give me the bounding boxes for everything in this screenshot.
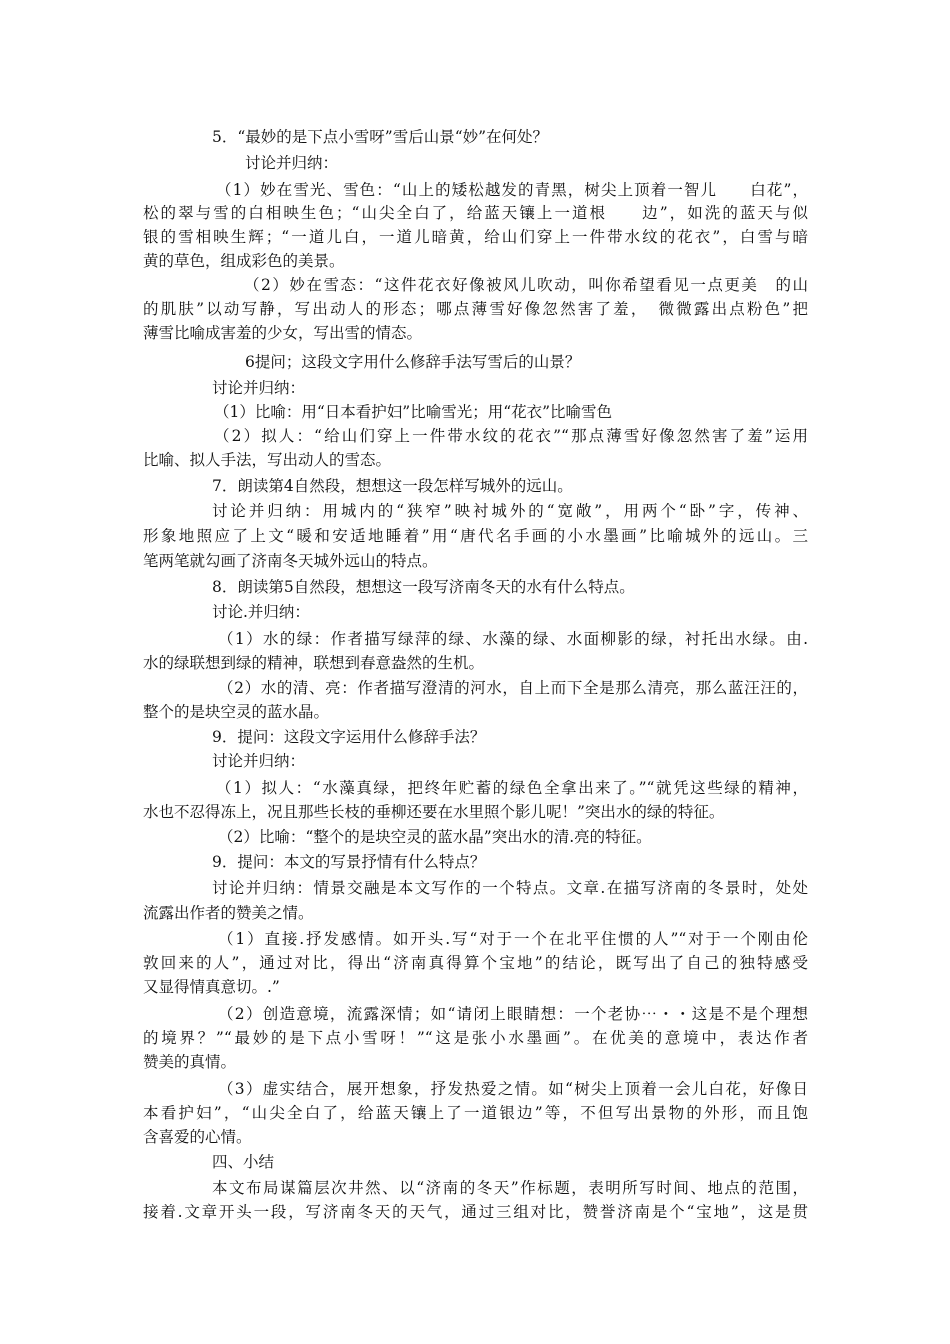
text-line: 黄的草色，组成彩色的美景。 [143,252,345,270]
text-line: 流露出作者的赞美之情。 [143,904,314,922]
text-line: （2）妙在雪态：“这件花衣好像被风儿吹动，叫你希望看见一点更美 的山 [244,276,808,294]
text-line: 又显得情真意切。.” [143,978,280,996]
text-line: 讨论并归纳： [212,752,306,770]
text-line: 讨论并归纳： [212,379,306,397]
text-line: 水的绿联想到绿的精神，联想到春意盎然的生机。 [143,654,485,672]
text-line: 整个的是块空灵的蓝水晶。 [143,703,330,721]
text-line: 的肌肤”以动写静，写出动人的形态；哪点薄雪好像忽然害了羞， 微微露出点粉色”把 [143,300,808,318]
text-line: 5．“最妙的是下点小雪呀”雪后山景“妙”在何处？ [212,128,549,146]
text-line: 讨论并归纳：用城内的“狭窄”映衬城外的“宽敞”，用两个“卧”字，传神、 [212,502,808,520]
text-line: （2）水的清、亮：作者描写澄清的河水，自上而下全是那么清亮，那么蓝汪汪的， [218,679,808,697]
text-line: 水也不忍得冻上，况且那些长枝的垂柳还要在水里照个影儿呢！”突出水的绿的特征。 [143,803,725,821]
text-line: 本文布局谋篇层次井然、以“济南的冬天”作标题，表明所写时间、地点的范围， [212,1179,808,1197]
text-line: （1）拟人：“水藻真绿，把终年贮蓄的绿色全拿出来了。”“就凭这些绿的精神， [216,779,808,797]
text-line: 8．朗读第5自然段，想想这一段写济南冬天的水有什么特点。 [212,578,635,596]
text-line: （2）拟人：“给山们穿上一件带水纹的花衣”“那点薄雪好像忽然害了羞”运用 [214,427,808,445]
text-line: 含喜爱的心情。 [143,1128,252,1146]
text-line: 薄雪比喻成害羞的少女，写出雪的情态。 [143,324,423,342]
text-line: （1）比喻：用“日本看护妇”比喻雪光；用“花衣”比喻雪色 [214,403,613,421]
text-line: （2）创造意境，流露深情；如“请闭上眼睛想：一个老协⋯・・这是不是个理想 [218,1005,808,1023]
text-line: 6提问；这段文字用什么修辞手法写雪后的山景？ [245,353,581,371]
text-line: （2）比喻：“整个的是块空灵的蓝水晶”突出水的清.亮的特征。 [218,828,652,846]
text-line: 敦回来的人”，通过对比，得出“济南真得算个宝地”的结论，既写出了自己的独特感受 [143,954,808,972]
text-line: 讨论并归纳： [245,154,339,172]
text-line: 银的雪相映生辉；“一道儿白，一道儿暗黄，给山们穿上一件带水纹的花衣”，白雪与暗 [143,228,808,246]
text-line: （1）水的绿：作者描写绿萍的绿、水藻的绿、水面柳影的绿，衬托出水绿。由. [218,630,808,648]
text-line: 9．提问：这段文字运用什么修辞手法？ [212,728,486,746]
text-line: 赞美的真情。 [143,1053,237,1071]
text-line: 笔两笔就勾画了济南冬天城外远山的特点。 [143,552,438,570]
text-line: 的境界？”“最妙的是下点小雪呀！”“这是张小水墨画”。在优美的意境中，表达作者 [143,1029,808,1047]
text-line: （3）虚实结合，展开想象，抒发热爱之情。如“树尖上顶着一会儿白花，好像日 [218,1080,808,1098]
text-line: 接着.文章开头一段，写济南冬天的天气，通过三组对比，赞誉济南是个“宝地”，这是贯 [143,1203,808,1221]
text-line: 讨论.并归纳： [212,603,310,621]
text-line: （1）直接.抒发感情。如开头.写“对于一个在北平住惯的人”“对于一个刚由伦 [218,930,808,948]
text-line: 比喻、拟人手法，写出动人的雪态。 [143,451,392,469]
text-line: 形象地照应了上文“暖和安适地睡着”用“唐代名手画的小水墨画”比喻城外的远山。三 [143,527,808,545]
text-line: 7．朗读第4自然段，想想这一段怎样写城外的远山。 [212,477,573,495]
text-line: 9．提问：本文的写景抒情有什么特点？ [212,853,486,871]
text-line: 本看护妇”，“山尖全白了，给蓝天镶上了一道银边”等，不但写出景物的外形，而且饱 [143,1104,808,1122]
text-line: 四、小结 [212,1153,275,1171]
text-line: 松的翠与雪的白相映生色；“山尖全白了，给蓝天镶上一道根 边”，如洗的蓝天与似 [143,204,808,222]
text-line: （1）妙在雪光、雪色：“山上的矮松越发的青黑，树尖上顶着一智儿 白花”， [216,181,808,199]
text-line: 讨论并归纳：情景交融是本文写作的一个特点。文章.在描写济南的冬景时，处处 [212,879,808,897]
